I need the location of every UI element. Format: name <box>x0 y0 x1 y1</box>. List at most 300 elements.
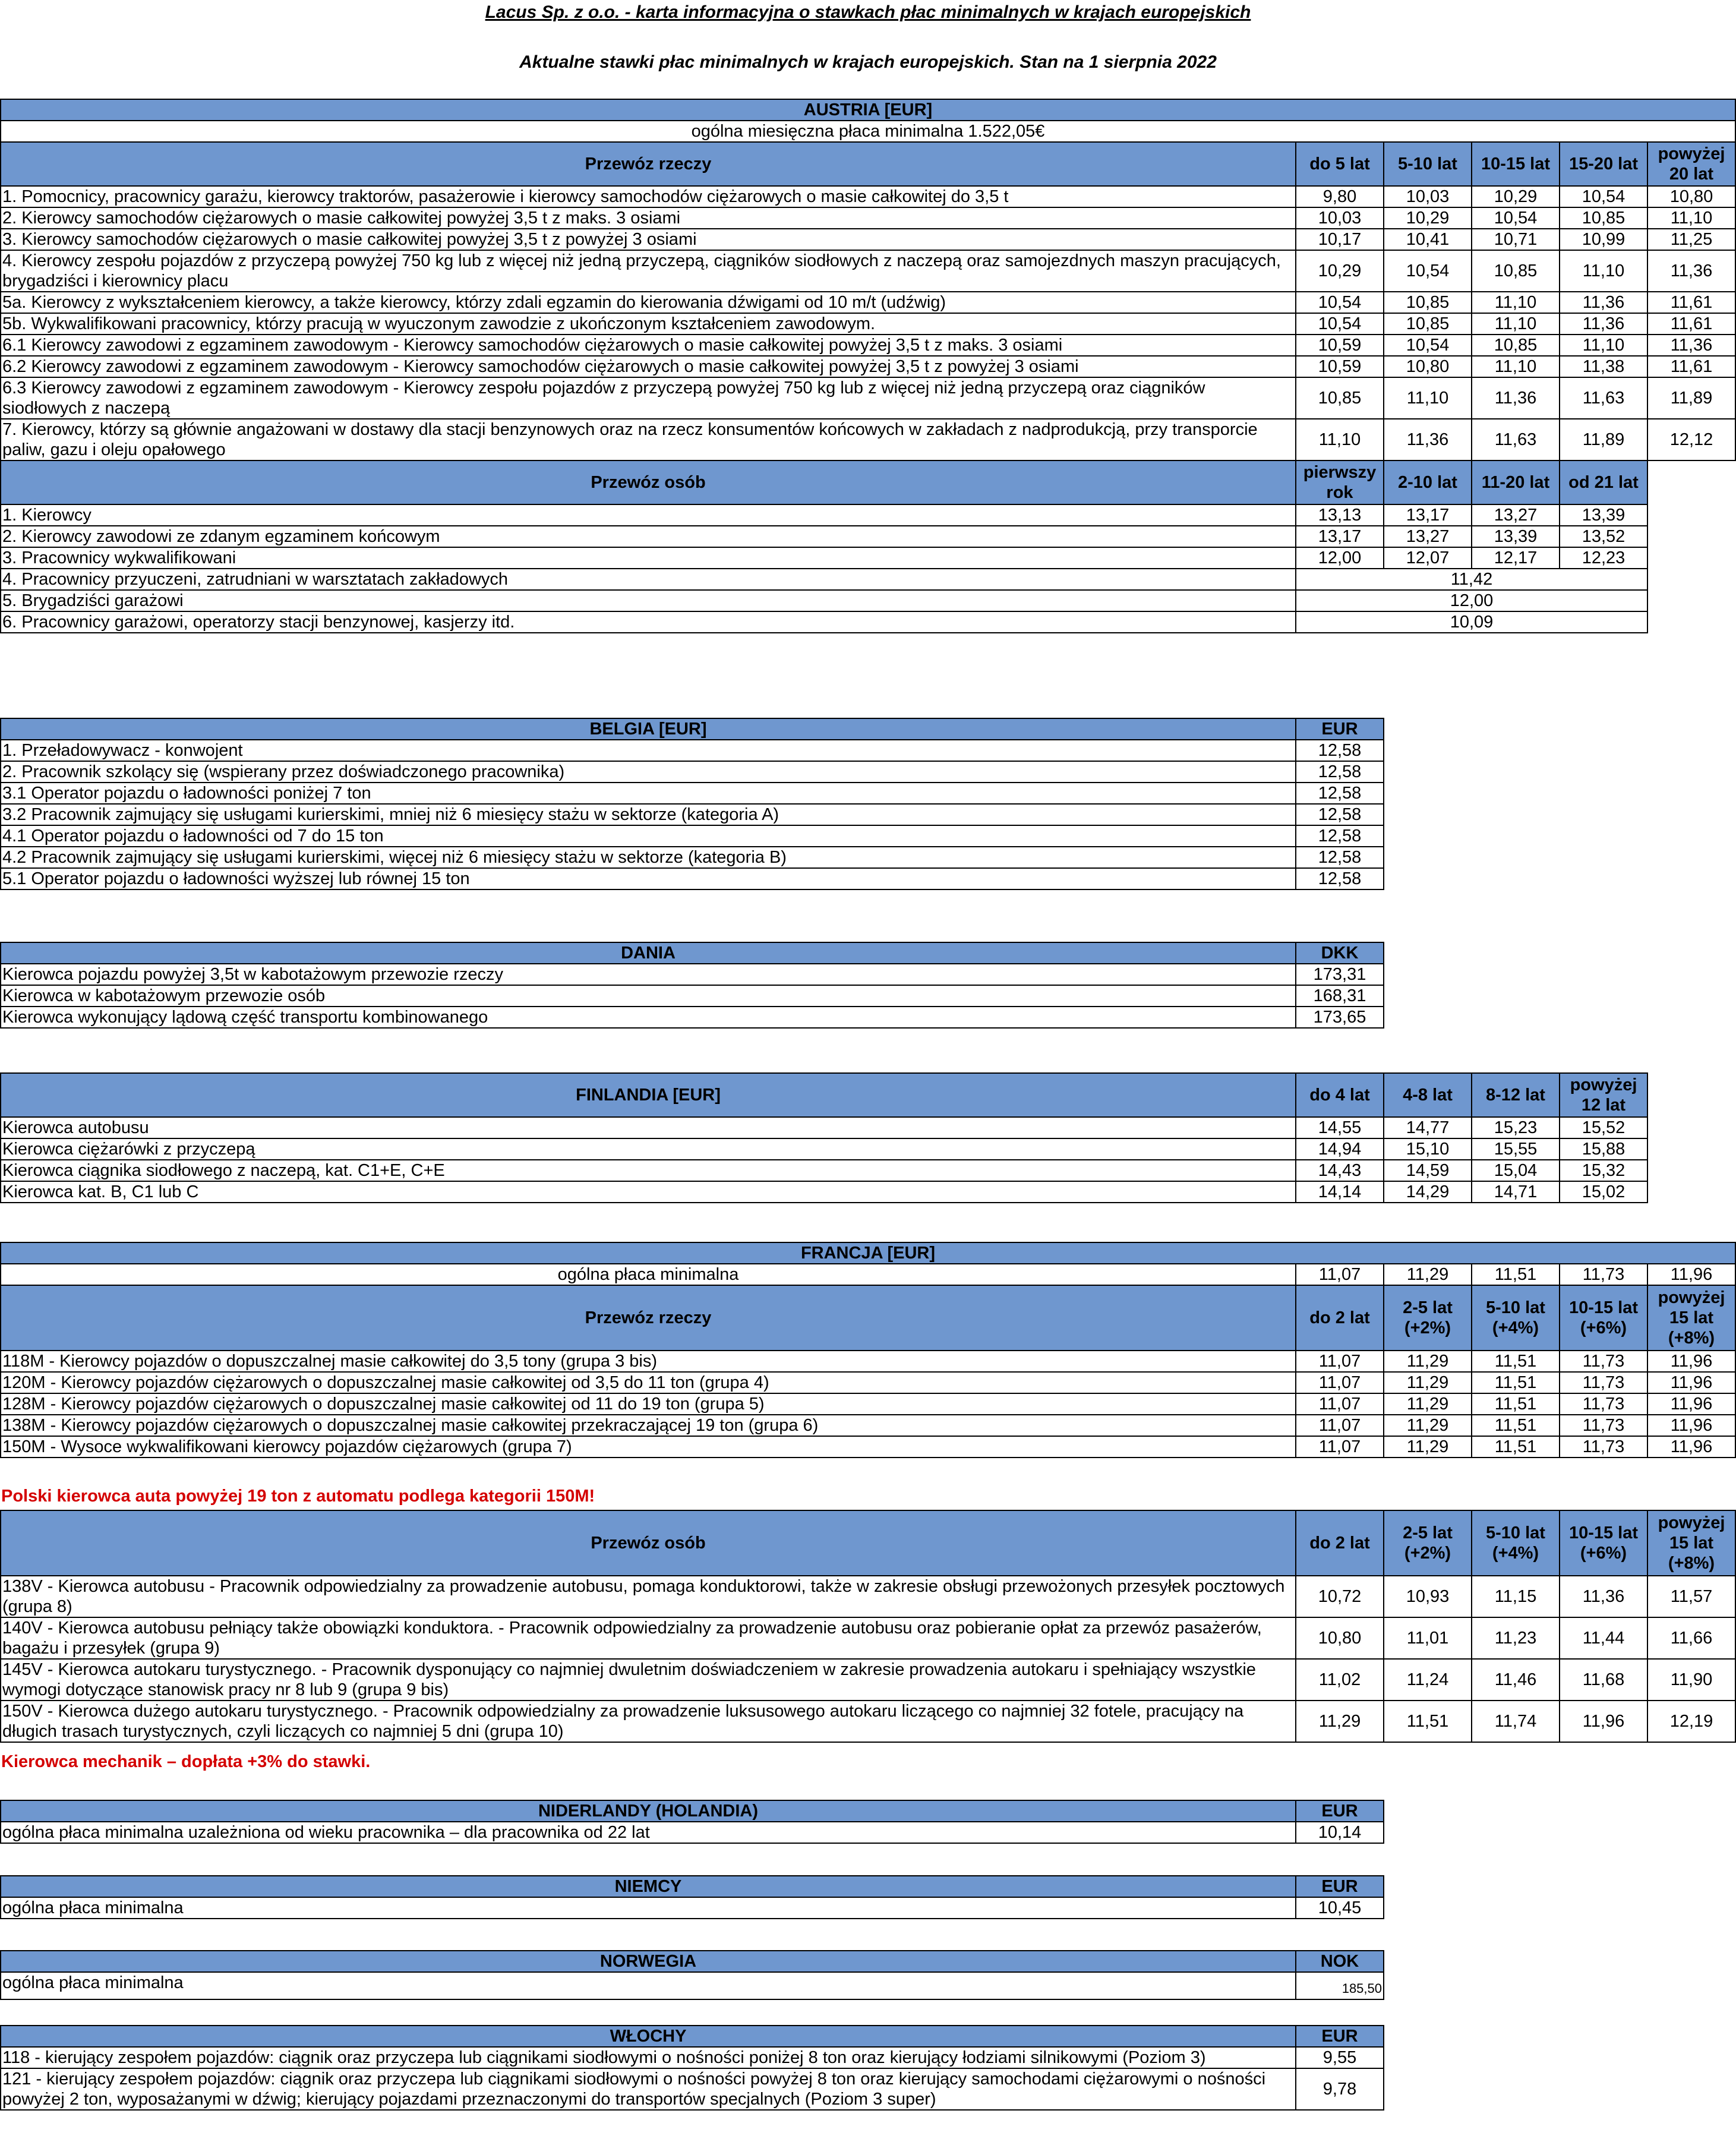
table-row <box>1 1393 1735 1415</box>
row-label: 138V - Kierowca autobusu - Pracownik odpowiedzialny za prowadzenie autobusu, pomaga konduktorowi, także w zakresie obsługi przewożonych przesyłek pocztowych (grupa 8) <box>1 1576 1296 1617</box>
cell-value: 168,31 <box>1296 985 1384 1007</box>
niemcy-body <box>1 1897 1384 1919</box>
wlochy-body <box>1 2047 1384 2110</box>
document-title: Lacus Sp. z o.o. - karta informacyjna o stawkach płac minimalnych w krajach europejskich <box>485 2 1251 22</box>
dania-body <box>1 964 1384 1028</box>
table-row <box>1 1138 1647 1160</box>
cell-value: 11,36 <box>1647 335 1735 356</box>
table-row <box>1 356 1735 377</box>
row-label: ogólna płaca minimalna <box>1 1972 1296 1999</box>
table-row <box>1 186 1735 207</box>
cell-value: 12,58 <box>1296 804 1384 825</box>
cell-value: 11,07 <box>1296 1393 1384 1415</box>
cell-value: 11,10 <box>1296 419 1384 460</box>
cell-value: 11,10 <box>1472 292 1560 313</box>
cell-value: 11,29 <box>1384 1393 1472 1415</box>
cell-value: 11,51 <box>1472 1415 1560 1436</box>
cell-value: 10,93 <box>1384 1576 1472 1617</box>
row-label: 5. Brygadziści garażowi <box>1 590 1296 611</box>
table-row <box>1 377 1735 419</box>
table-row <box>1 1897 1384 1919</box>
row-label: 3.2 Pracownik zajmujący się usługami kurierskimi, mniej niż 6 miesięcy stażu w sektorze (kategoria A) <box>1 804 1296 825</box>
cell-value: 11,07 <box>1296 1436 1384 1458</box>
row-label: 7. Kierowcy, którzy są głównie angażowani w dostawy dla stacji benzynowych oraz na rzecz konsumentów końcowych w zakładach z nadprodukcją, przy transporcie paliw, gazu i oleju opałowego <box>1 419 1296 460</box>
cell-value: 11,23 <box>1472 1617 1560 1659</box>
cell-value: 11,66 <box>1647 1617 1735 1659</box>
cell-value: 15,23 <box>1472 1117 1560 1138</box>
cell-value: 11,51 <box>1384 1701 1472 1742</box>
row-label: 120M - Kierowcy pojazdów ciężarowych o dopuszczalnej masie całkowitej od 3,5 do 11 ton (grupa 4) <box>1 1372 1296 1393</box>
cell-value: 11,96 <box>1647 1393 1735 1415</box>
cell-value: 11,44 <box>1560 1617 1647 1659</box>
col-header: powyżej 15 lat (+8%) <box>1647 1510 1735 1576</box>
cell-value: 11,36 <box>1384 419 1472 460</box>
cell-value: 10,80 <box>1296 1617 1384 1659</box>
cell-value: 10,85 <box>1472 335 1560 356</box>
cell-value: 11,07 <box>1296 1372 1384 1393</box>
niderlandy-unit: EUR <box>1296 1800 1384 1822</box>
niderlandy-body <box>1 1822 1384 1843</box>
table-row <box>1 847 1384 868</box>
row-label: 150M - Wysoce wykwalifikowani kierowcy pojazdów ciężarowych (grupa 7) <box>1 1436 1296 1458</box>
francja-title: FRANCJA [EUR] <box>1 1242 1735 1264</box>
cell-value: 13,39 <box>1560 504 1647 526</box>
col-header: 5-10 lat (+4%) <box>1472 1510 1560 1576</box>
niderlandy-title: NIDERLANDY (HOLANDIA) <box>1 1800 1296 1822</box>
row-label: 6.3 Kierowcy zawodowi z egzaminem zawodowym - Kierowcy zespołu pojazdów z przyczepą powyżej 750 kg lub z więcej niż jedną przyczepą oraz ciągników siodłowych z naczepą <box>1 377 1296 419</box>
norwegia-unit: NOK <box>1296 1951 1384 1972</box>
table-row <box>1 783 1384 804</box>
francja-persons-table <box>0 1510 1736 1743</box>
cell-value: 14,55 <box>1296 1117 1384 1138</box>
row-label: Kierowca ciągnika siodłowego z naczepą, kat. C1+E, C+E <box>1 1160 1296 1181</box>
cell-value: 10,09 <box>1296 611 1647 633</box>
cell-value: 10,99 <box>1560 229 1647 250</box>
cell-value: 10,54 <box>1472 207 1560 229</box>
belgia-table <box>0 718 1384 890</box>
table-row <box>1 250 1735 292</box>
cell-value: 10,29 <box>1472 186 1560 207</box>
col-header: 11-20 lat <box>1472 460 1560 504</box>
table-row <box>1 207 1735 229</box>
cell-value: 14,71 <box>1472 1181 1560 1203</box>
cell-value: 11,29 <box>1384 1264 1472 1285</box>
cell-value: 11,63 <box>1560 377 1647 419</box>
col-header: powyżej 12 lat <box>1560 1073 1647 1117</box>
finlandia-title: FINLANDIA [EUR] <box>1 1073 1296 1117</box>
table-row <box>1 229 1735 250</box>
cell-value: 12,58 <box>1296 783 1384 804</box>
row-label: 150V - Kierowca dużego autokaru turystycznego. - Pracownik odpowiedzialny za prowadzenie luksusowego autokaru liczącego co najmniej 32 fotele, pracujący na długich trasach turystycznych, czyli liczących co najmniej 5 dni (grupa 10) <box>1 1701 1296 1742</box>
norwegia-table <box>0 1950 1384 2000</box>
cell-value: 15,32 <box>1560 1160 1647 1181</box>
cell-value: 11,10 <box>1560 335 1647 356</box>
col-header: od 21 lat <box>1560 460 1647 504</box>
cell-value: 10,54 <box>1560 186 1647 207</box>
row-label: 140V - Kierowca autobusu pełniący także obowiązki konduktora. - Pracownik odpowiedzialny za prowadzenie autobusu oraz pobieranie opłat za przewóz pasażerów, bagażu i przesyłek (grupa 9) <box>1 1617 1296 1659</box>
austria-table <box>0 99 1736 633</box>
col-header: 10-15 lat (+6%) <box>1560 1510 1647 1576</box>
row-label: 3. Kierowcy samochodów ciężarowych o masie całkowitej powyżej 3,5 t z powyżej 3 osiami <box>1 229 1296 250</box>
col-header: powyżej 20 lat <box>1647 142 1735 186</box>
niemcy-title: NIEMCY <box>1 1876 1296 1897</box>
table-row <box>1 2068 1384 2110</box>
francja-persons-header: Przewóz osób <box>1 1510 1296 1576</box>
row-label: 121 - kierujący zespołem pojazdów: ciągnik oraz przyczepa lub ciągnikami siodłowymi o nośności powyżej 8 ton oraz kierujący samochodami ciężarowymi o nośności powyżej 2 ton, wyposażanymi w dźwig; kierujący pojazdami przeznaczonymi do transportów specjalnych (Poziom 3 super) <box>1 2068 1296 2110</box>
austria-persons-header: Przewóz osób <box>1 460 1296 504</box>
table-row <box>1 526 1735 547</box>
table-row <box>1 1701 1735 1742</box>
cell-value: 14,77 <box>1384 1117 1472 1138</box>
austria-goods-header: Przewóz rzeczy <box>1 142 1296 186</box>
table-row <box>1 313 1735 335</box>
niemcy-unit: EUR <box>1296 1876 1384 1897</box>
cell-value: 14,59 <box>1384 1160 1472 1181</box>
table-row <box>1 1822 1384 1843</box>
cell-value: 11,36 <box>1472 377 1560 419</box>
finlandia-table <box>0 1072 1648 1203</box>
row-label: 1. Pomocnicy, pracownicy garażu, kierowcy traktorów, pasażerowie i kierowcy samochodów ciężarowych o masie całkowitej do 3,5 t <box>1 186 1296 207</box>
table-row <box>1 964 1384 985</box>
cell-value: 11,29 <box>1384 1436 1472 1458</box>
row-label: 4. Pracownicy przyuczeni, zatrudniani w warsztatach zakładowych <box>1 569 1296 590</box>
cell-value: 12,58 <box>1296 761 1384 783</box>
cell-value: 13,17 <box>1384 504 1472 526</box>
cell-value: 11,74 <box>1472 1701 1560 1742</box>
cell-value: 173,31 <box>1296 964 1384 985</box>
table-row <box>1 1160 1647 1181</box>
cell-value: 11,73 <box>1560 1372 1647 1393</box>
cell-value: 11,10 <box>1472 313 1560 335</box>
cell-value: 11,36 <box>1560 1576 1647 1617</box>
cell-value: 10,85 <box>1560 207 1647 229</box>
cell-value: 10,14 <box>1296 1822 1384 1843</box>
austria-goods-body <box>1 186 1735 460</box>
cell-value: 13,27 <box>1384 526 1472 547</box>
table-row <box>1 1659 1735 1701</box>
cell-value: 11,51 <box>1472 1436 1560 1458</box>
row-label: 118 - kierujący zespołem pojazdów: ciągnik oraz przyczepa lub ciągnikami siodłowymi o nośności poniżej 8 ton oraz kierujący łodziami silnikowymi (Poziom 3) <box>1 2047 1296 2068</box>
cell-value: 10,59 <box>1296 335 1384 356</box>
cell-value: 13,17 <box>1296 526 1384 547</box>
cell-value: 11,89 <box>1560 419 1647 460</box>
col-header: do 2 lat <box>1296 1285 1384 1351</box>
cell-value: 10,85 <box>1472 250 1560 292</box>
austria-persons-single-body <box>1 569 1735 633</box>
francja-persons-body <box>1 1576 1735 1742</box>
cell-value: 9,78 <box>1296 2068 1384 2110</box>
cell-value: 11,29 <box>1384 1415 1472 1436</box>
cell-value: 11,96 <box>1647 1264 1735 1285</box>
cell-value: 11,73 <box>1560 1415 1647 1436</box>
table-row <box>1 740 1384 761</box>
row-label: 4. Kierowcy zespołu pojazdów z przyczepą powyżej 750 kg lub z więcej niż jedną przyczepą, ciągników siodłowych z naczepą oraz samojezdnych maszyn pracujących, brygadziści i kierownicy placu <box>1 250 1296 292</box>
table-row <box>1 1007 1384 1028</box>
cell-value: 11,38 <box>1560 356 1647 377</box>
cell-value: 14,14 <box>1296 1181 1384 1203</box>
cell-value: 11,36 <box>1560 292 1647 313</box>
dania-title: DANIA <box>1 942 1296 964</box>
wlochy-title: WŁOCHY <box>1 2026 1296 2047</box>
cell-value: 15,02 <box>1560 1181 1647 1203</box>
table-row <box>1 335 1735 356</box>
table-row <box>1 1117 1647 1138</box>
cell-value: 15,04 <box>1472 1160 1560 1181</box>
table-row <box>1 1436 1735 1458</box>
cell-value: 10,54 <box>1384 335 1472 356</box>
cell-value: 11,63 <box>1472 419 1560 460</box>
francja-table <box>0 1242 1736 1458</box>
cell-value: 10,85 <box>1296 377 1384 419</box>
table-row <box>1 547 1735 569</box>
cell-value: 11,61 <box>1647 356 1735 377</box>
cell-value: 15,52 <box>1560 1117 1647 1138</box>
cell-value: 11,10 <box>1472 356 1560 377</box>
table-row <box>1 1617 1735 1659</box>
francja-general-label: ogólna płaca minimalna <box>1 1264 1296 1285</box>
cell-value: 14,43 <box>1296 1160 1384 1181</box>
belgia-body <box>1 740 1384 889</box>
row-label: 2. Kierowcy zawodowi ze zdanym egzaminem końcowym <box>1 526 1296 547</box>
row-label: 5a. Kierowcy z wykształceniem kierowcy, a także kierowcy, którzy zdali egzamin do kierowania dźwigami od 10 m/t (udźwig) <box>1 292 1296 313</box>
cell-value: 12,00 <box>1296 590 1647 611</box>
col-header: 10-15 lat (+6%) <box>1560 1285 1647 1351</box>
cell-value: 10,54 <box>1384 250 1472 292</box>
cell-value: 12,58 <box>1296 847 1384 868</box>
cell-value: 11,68 <box>1560 1659 1647 1701</box>
row-label: Kierowca kat. B, C1 lub C <box>1 1181 1296 1203</box>
table-row <box>1 569 1735 590</box>
table-row <box>1 804 1384 825</box>
table-row <box>1 1372 1735 1393</box>
cell-value: 10,29 <box>1296 250 1384 292</box>
table-row <box>1 1181 1647 1203</box>
austria-title: AUSTRIA [EUR] <box>1 99 1735 121</box>
cell-value: 11,36 <box>1560 313 1647 335</box>
col-header: 5-10 lat (+4%) <box>1472 1285 1560 1351</box>
col-header: do 2 lat <box>1296 1510 1384 1576</box>
row-label: 2. Kierowcy samochodów ciężarowych o masie całkowitej powyżej 3,5 t z maks. 3 osiami <box>1 207 1296 229</box>
austria-persons-body <box>1 504 1735 569</box>
cell-value: 10,03 <box>1384 186 1472 207</box>
cell-value: 10,41 <box>1384 229 1472 250</box>
cell-value: 10,85 <box>1384 313 1472 335</box>
row-label: 6. Pracownicy garażowi, operatorzy stacji benzynowej, kasjerzy itd. <box>1 611 1296 633</box>
row-label: 128M - Kierowcy pojazdów ciężarowych o dopuszczalnej masie całkowitej od 11 do 19 ton (grupa 5) <box>1 1393 1296 1415</box>
cell-value: 11,01 <box>1384 1617 1472 1659</box>
dania-unit: DKK <box>1296 942 1384 964</box>
cell-value: 11,90 <box>1647 1659 1735 1701</box>
row-label: 6.2 Kierowcy zawodowi z egzaminem zawodowym - Kierowcy samochodów ciężarowych o masie całkowitej powyżej 3,5 t z powyżej 3 osiami <box>1 356 1296 377</box>
cell-value: 11,07 <box>1296 1264 1384 1285</box>
col-header: 2-5 lat (+2%) <box>1384 1510 1472 1576</box>
col-header: 15-20 lat <box>1560 142 1647 186</box>
table-row <box>1 2047 1384 2068</box>
row-label: ogólna płaca minimalna uzależniona od wieku pracownika – dla pracownika od 22 lat <box>1 1822 1296 1843</box>
table-row <box>1 1351 1735 1372</box>
cell-value: 10,80 <box>1647 186 1735 207</box>
niderlandy-table <box>0 1800 1384 1844</box>
cell-value: 9,80 <box>1296 186 1384 207</box>
belgia-title: BELGIA [EUR] <box>1 718 1296 740</box>
cell-value: 14,29 <box>1384 1181 1472 1203</box>
col-header: 2-5 lat (+2%) <box>1384 1285 1472 1351</box>
col-header: pierwszy rok <box>1296 460 1384 504</box>
row-label: Kierowca autobusu <box>1 1117 1296 1138</box>
cell-value: 13,27 <box>1472 504 1560 526</box>
francja-goods-body <box>1 1351 1735 1458</box>
cell-value: 11,29 <box>1384 1351 1472 1372</box>
row-label: 4.2 Pracownik zajmujący się usługami kurierskimi, więcej niż 6 miesięcy stażu w sektorze (kategoria B) <box>1 847 1296 868</box>
cell-value: 11,10 <box>1560 250 1647 292</box>
cell-value: 11,29 <box>1296 1701 1384 1742</box>
cell-value: 15,88 <box>1560 1138 1647 1160</box>
francja-goods-header: Przewóz rzeczy <box>1 1285 1296 1351</box>
row-label: 118M - Kierowcy pojazdów o dopuszczalnej masie całkowitej do 3,5 tony (grupa 3 bis) <box>1 1351 1296 1372</box>
cell-value: 12,58 <box>1296 825 1384 847</box>
table-row <box>1 825 1384 847</box>
row-label: 3. Pracownicy wykwalifikowani <box>1 547 1296 569</box>
col-header: 5-10 lat <box>1384 142 1472 186</box>
finlandia-body <box>1 1117 1647 1203</box>
table-row <box>1 868 1384 889</box>
cell-value: 11,89 <box>1647 377 1735 419</box>
cell-value: 11,07 <box>1296 1415 1384 1436</box>
cell-value: 11,73 <box>1560 1393 1647 1415</box>
row-label: ogólna płaca minimalna <box>1 1897 1296 1919</box>
row-label: 6.1 Kierowcy zawodowi z egzaminem zawodowym - Kierowcy samochodów ciężarowych o masie całkowitej powyżej 3,5 t z maks. 3 osiami <box>1 335 1296 356</box>
cell-value: 11,51 <box>1472 1393 1560 1415</box>
cell-value: 10,72 <box>1296 1576 1384 1617</box>
cell-value: 15,10 <box>1384 1138 1472 1160</box>
cell-value: 11,73 <box>1560 1436 1647 1458</box>
cell-value: 11,73 <box>1560 1264 1647 1285</box>
col-header: powyżej 15 lat (+8%) <box>1647 1285 1735 1351</box>
cell-value: 9,55 <box>1296 2047 1384 2068</box>
row-label: 3.1 Operator pojazdu o ładowności poniżej 7 ton <box>1 783 1296 804</box>
row-label: Kierowca ciężarówki z przyczepą <box>1 1138 1296 1160</box>
cell-value: 10,29 <box>1384 207 1472 229</box>
row-label: 1. Przeładowywacz - konwojent <box>1 740 1296 761</box>
cell-value: 10,03 <box>1296 207 1384 229</box>
cell-value: 11,46 <box>1472 1659 1560 1701</box>
cell-value: 11,57 <box>1647 1576 1735 1617</box>
cell-value: 13,52 <box>1560 526 1647 547</box>
table-row <box>1 1415 1735 1436</box>
cell-value: 11,51 <box>1472 1351 1560 1372</box>
dania-table <box>0 942 1384 1029</box>
cell-value: 12,58 <box>1296 868 1384 889</box>
cell-value: 12,58 <box>1296 740 1384 761</box>
niemcy-table <box>0 1875 1384 1919</box>
cell-value: 11,02 <box>1296 1659 1384 1701</box>
cell-value: 11,96 <box>1647 1372 1735 1393</box>
row-label: 5b. Wykwalifikowani pracownicy, którzy pracują w wyuczonym zawodzie z ukończonym kształceniem zawodowym. <box>1 313 1296 335</box>
cell-value: 10,80 <box>1384 356 1472 377</box>
cell-value: 15,55 <box>1472 1138 1560 1160</box>
francja-persons-note: Kierowca mechanik – dopłata +3% do stawki. <box>1 1752 371 1771</box>
cell-value: 173,65 <box>1296 1007 1384 1028</box>
cell-value: 12,23 <box>1560 547 1647 569</box>
row-label: 2. Pracownik szkolący się (wspierany przez doświadczonego pracownika) <box>1 761 1296 783</box>
table-row <box>1 1576 1735 1617</box>
col-header: do 4 lat <box>1296 1073 1384 1117</box>
cell-value: 11,96 <box>1647 1415 1735 1436</box>
cell-value: 12,12 <box>1647 419 1735 460</box>
col-header: 2-10 lat <box>1384 460 1472 504</box>
wlochy-unit: EUR <box>1296 2026 1384 2047</box>
cell-value: 11,96 <box>1560 1701 1647 1742</box>
wlochy-table <box>0 2025 1384 2111</box>
cell-value: 11,51 <box>1472 1264 1560 1285</box>
row-label: 5.1 Operator pojazdu o ładowności wyższej lub równej 15 ton <box>1 868 1296 889</box>
cell-value: 10,71 <box>1472 229 1560 250</box>
row-label: Kierowca w kabotażowym przewozie osób <box>1 985 1296 1007</box>
belgia-unit: EUR <box>1296 718 1384 740</box>
cell-value: 11,24 <box>1384 1659 1472 1701</box>
cell-value: 13,13 <box>1296 504 1384 526</box>
cell-value: 12,17 <box>1472 547 1560 569</box>
table-row <box>1 590 1735 611</box>
cell-value: 11,07 <box>1296 1351 1384 1372</box>
austria-general: ogólna miesięczna płaca minimalna 1.522,05€ <box>1 121 1735 142</box>
row-label: Kierowca wykonujący lądową część transportu kombinowanego <box>1 1007 1296 1028</box>
document-subtitle: Aktualne stawki płac minimalnych w krajach europejskich. Stan na 1 sierpnia 2022 <box>519 52 1217 72</box>
col-header: 10-15 lat <box>1472 142 1560 186</box>
cell-value: 11,61 <box>1647 313 1735 335</box>
cell-value: 14,94 <box>1296 1138 1384 1160</box>
row-label: 1. Kierowcy <box>1 504 1296 526</box>
norwegia-title: NORWEGIA <box>1 1951 1296 1972</box>
cell-value: 11,96 <box>1647 1351 1735 1372</box>
cell-value: 11,29 <box>1384 1372 1472 1393</box>
cell-value: 10,54 <box>1296 292 1384 313</box>
cell-value: 11,15 <box>1472 1576 1560 1617</box>
cell-value: 10,54 <box>1296 313 1384 335</box>
table-row <box>1 761 1384 783</box>
cell-value: 11,36 <box>1647 250 1735 292</box>
table-row <box>1 419 1735 460</box>
cell-value: 11,42 <box>1296 569 1647 590</box>
cell-value: 10,17 <box>1296 229 1384 250</box>
cell-value: 11,25 <box>1647 229 1735 250</box>
col-header: 8-12 lat <box>1472 1073 1560 1117</box>
cell-value: 11,10 <box>1647 207 1735 229</box>
row-label: 138M - Kierowcy pojazdów ciężarowych o dopuszczalnej masie całkowitej przekraczającej 19 ton (grupa 6) <box>1 1415 1296 1436</box>
cell-value: 10,59 <box>1296 356 1384 377</box>
col-header: do 5 lat <box>1296 142 1384 186</box>
cell-value: 185,50 <box>1296 1972 1384 1999</box>
cell-value: 10,45 <box>1296 1897 1384 1919</box>
col-header: 4-8 lat <box>1384 1073 1472 1117</box>
cell-value: 11,73 <box>1560 1351 1647 1372</box>
cell-value: 11,61 <box>1647 292 1735 313</box>
cell-value: 12,19 <box>1647 1701 1735 1742</box>
table-row <box>1 504 1735 526</box>
cell-value: 11,10 <box>1384 377 1472 419</box>
table-row <box>1 611 1735 633</box>
cell-value: 11,96 <box>1647 1436 1735 1458</box>
cell-value: 10,85 <box>1384 292 1472 313</box>
table-row <box>1 985 1384 1007</box>
cell-value: 13,39 <box>1472 526 1560 547</box>
cell-value: 12,07 <box>1384 547 1472 569</box>
row-label: 4.1 Operator pojazdu o ładowności od 7 do 15 ton <box>1 825 1296 847</box>
francja-goods-note: Polski kierowca auta powyżej 19 ton z automatu podlega kategorii 150M! <box>1 1487 595 1506</box>
cell-value: 12,00 <box>1296 547 1384 569</box>
cell-value: 11,51 <box>1472 1372 1560 1393</box>
table-row <box>1 292 1735 313</box>
